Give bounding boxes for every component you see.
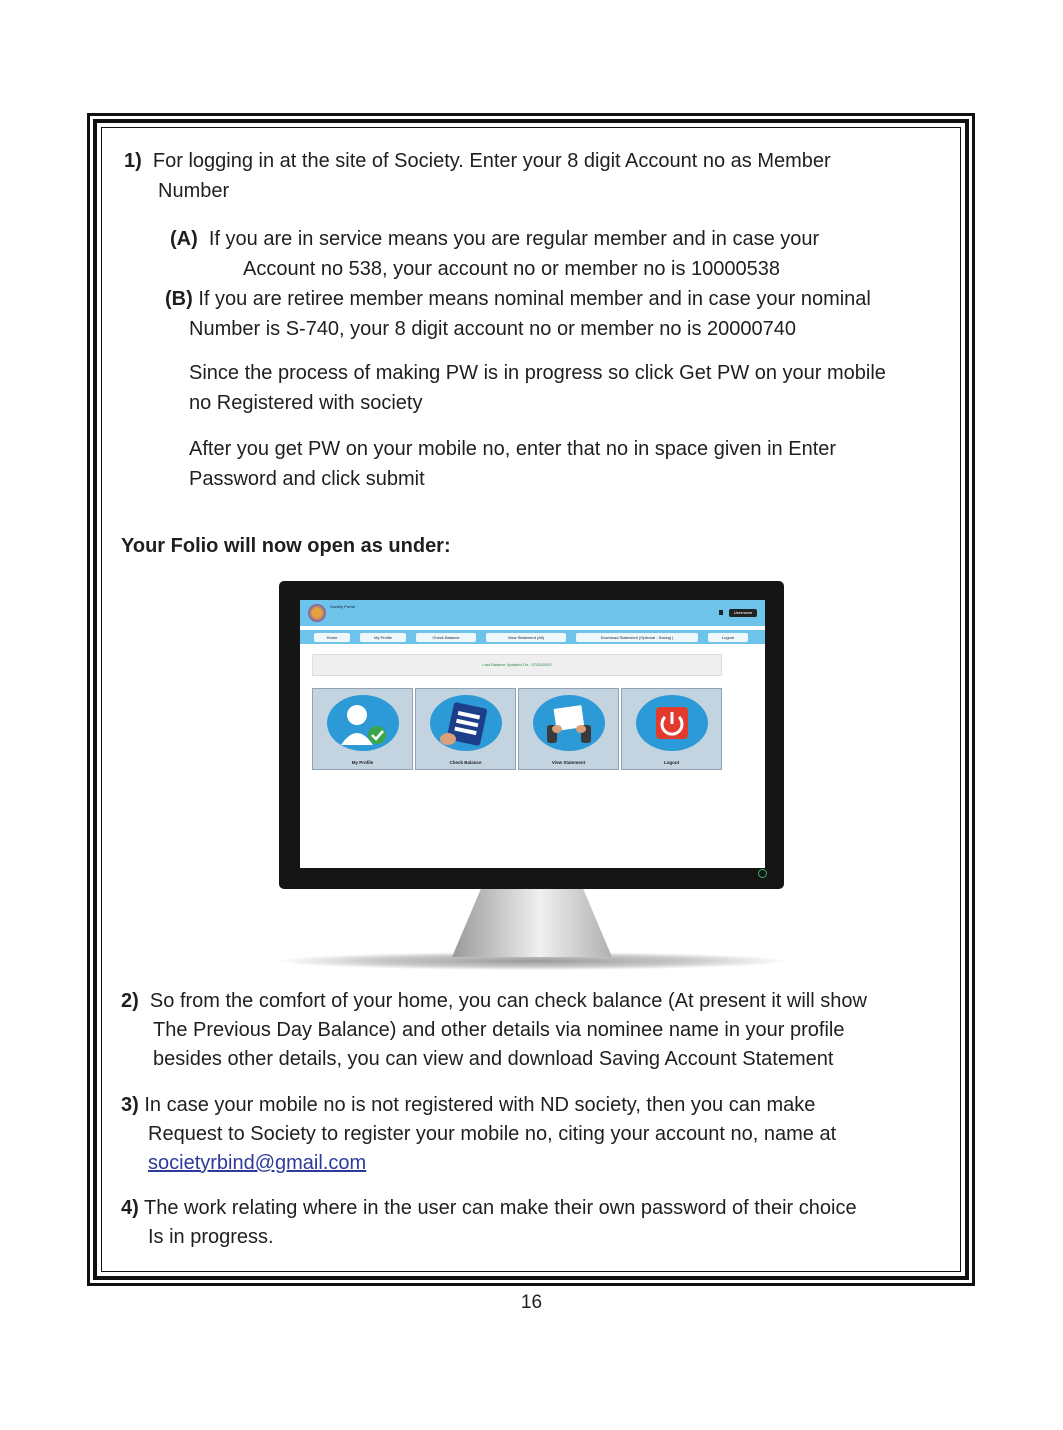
nav-my-profile[interactable]: My Profile [360,633,406,642]
item1-para2-line2: Password and click submit [189,468,425,490]
item1-para1-line2: no Registered with society [189,392,423,414]
item1b-line1 [165,284,871,314]
last-balance-banner: Last Balance Updated On : 07/05/2020 [312,654,722,676]
society-logo-icon [308,604,326,622]
item2-text: So from the comfort of your home, you can check balance (At present it will show [149,990,867,1012]
item1-text: For logging in at the site of Society. Enter your 8 digit Account no as Member [152,150,831,172]
item4-line2: Is in progress. [148,1226,274,1248]
logout-power-icon [636,695,708,751]
item1-line1 [124,146,831,176]
item1-number: 1) [124,150,142,172]
portal-screenshot [300,600,765,868]
card-label-logout: Logout [663,760,680,765]
item3-text: In case your mobile no is not registered with ND society, then you can make [144,1094,816,1116]
item1b-line2: Number is S-740, your 8 digit account no or member no is 20000740 [189,318,797,340]
item1-line2: Number [158,180,230,202]
item2-number: 2) [121,990,139,1012]
nav-download-statement[interactable]: Download Statement (Optional - Saving ) [576,633,698,642]
item1-para1-line1: Since the process of making PW is in progress so click Get PW on your mobile [189,362,886,384]
card-my-profile[interactable] [312,688,413,770]
item1a-line2: Account no 538, your account no or member no is 10000538 [243,258,781,280]
nav-home[interactable]: Home [314,633,350,642]
portal-header [300,600,765,626]
nav-logout[interactable]: Logout [708,633,748,642]
user-menu-button[interactable]: Username [729,609,757,617]
page-number: 16 [520,1292,543,1313]
bell-icon[interactable] [719,610,723,615]
item4-line1 [121,1193,857,1223]
item2-line1 [121,986,867,1016]
item4-text: The work relating where in the user can make their own password of their choice [144,1197,857,1219]
item1a-text: If you are in service means you are regular member and in case your [208,228,820,250]
passbook-icon [430,695,502,751]
item4-number: 4) [121,1197,139,1219]
item3-line2: Request to Society to register your mobile no, citing your account no, name at [148,1123,837,1145]
portal-header-title: Society Portal [330,604,355,609]
item2-line2: The Previous Day Balance) and other details via nominee name in your profile [153,1019,845,1041]
society-email-link[interactable]: societyrbind@gmail.com [148,1152,367,1174]
item2-line3: besides other details, you can view and download Saving Account Statement [153,1048,834,1070]
card-logout[interactable] [621,688,722,770]
folio-heading: Your Folio will now open as under: [121,535,451,557]
power-icon [758,869,767,878]
item1-para2-line1: After you get PW on your mobile no, enter that no in space given in Enter [189,438,837,460]
card-check-balance[interactable] [415,688,516,770]
item1a-label: (A) [170,228,198,250]
profile-icon [327,695,399,751]
nav-check-balance[interactable]: Check Balance [416,633,476,642]
item1b-label: (B) [165,288,193,310]
card-label-check-balance: Check Balance [449,760,482,765]
card-view-statement[interactable] [518,688,619,770]
item1a-line1 [170,224,819,254]
item3-line1 [121,1090,815,1120]
item1b-text: If you are retiree member means nominal member and in case your nominal [198,288,871,310]
card-label-view-statement: View Statement [551,760,586,765]
statement-icon [533,695,605,751]
nav-view-statement[interactable]: View Statement (All) [486,633,566,642]
item3-number: 3) [121,1094,139,1116]
card-label-my-profile: My Profile [351,760,374,765]
